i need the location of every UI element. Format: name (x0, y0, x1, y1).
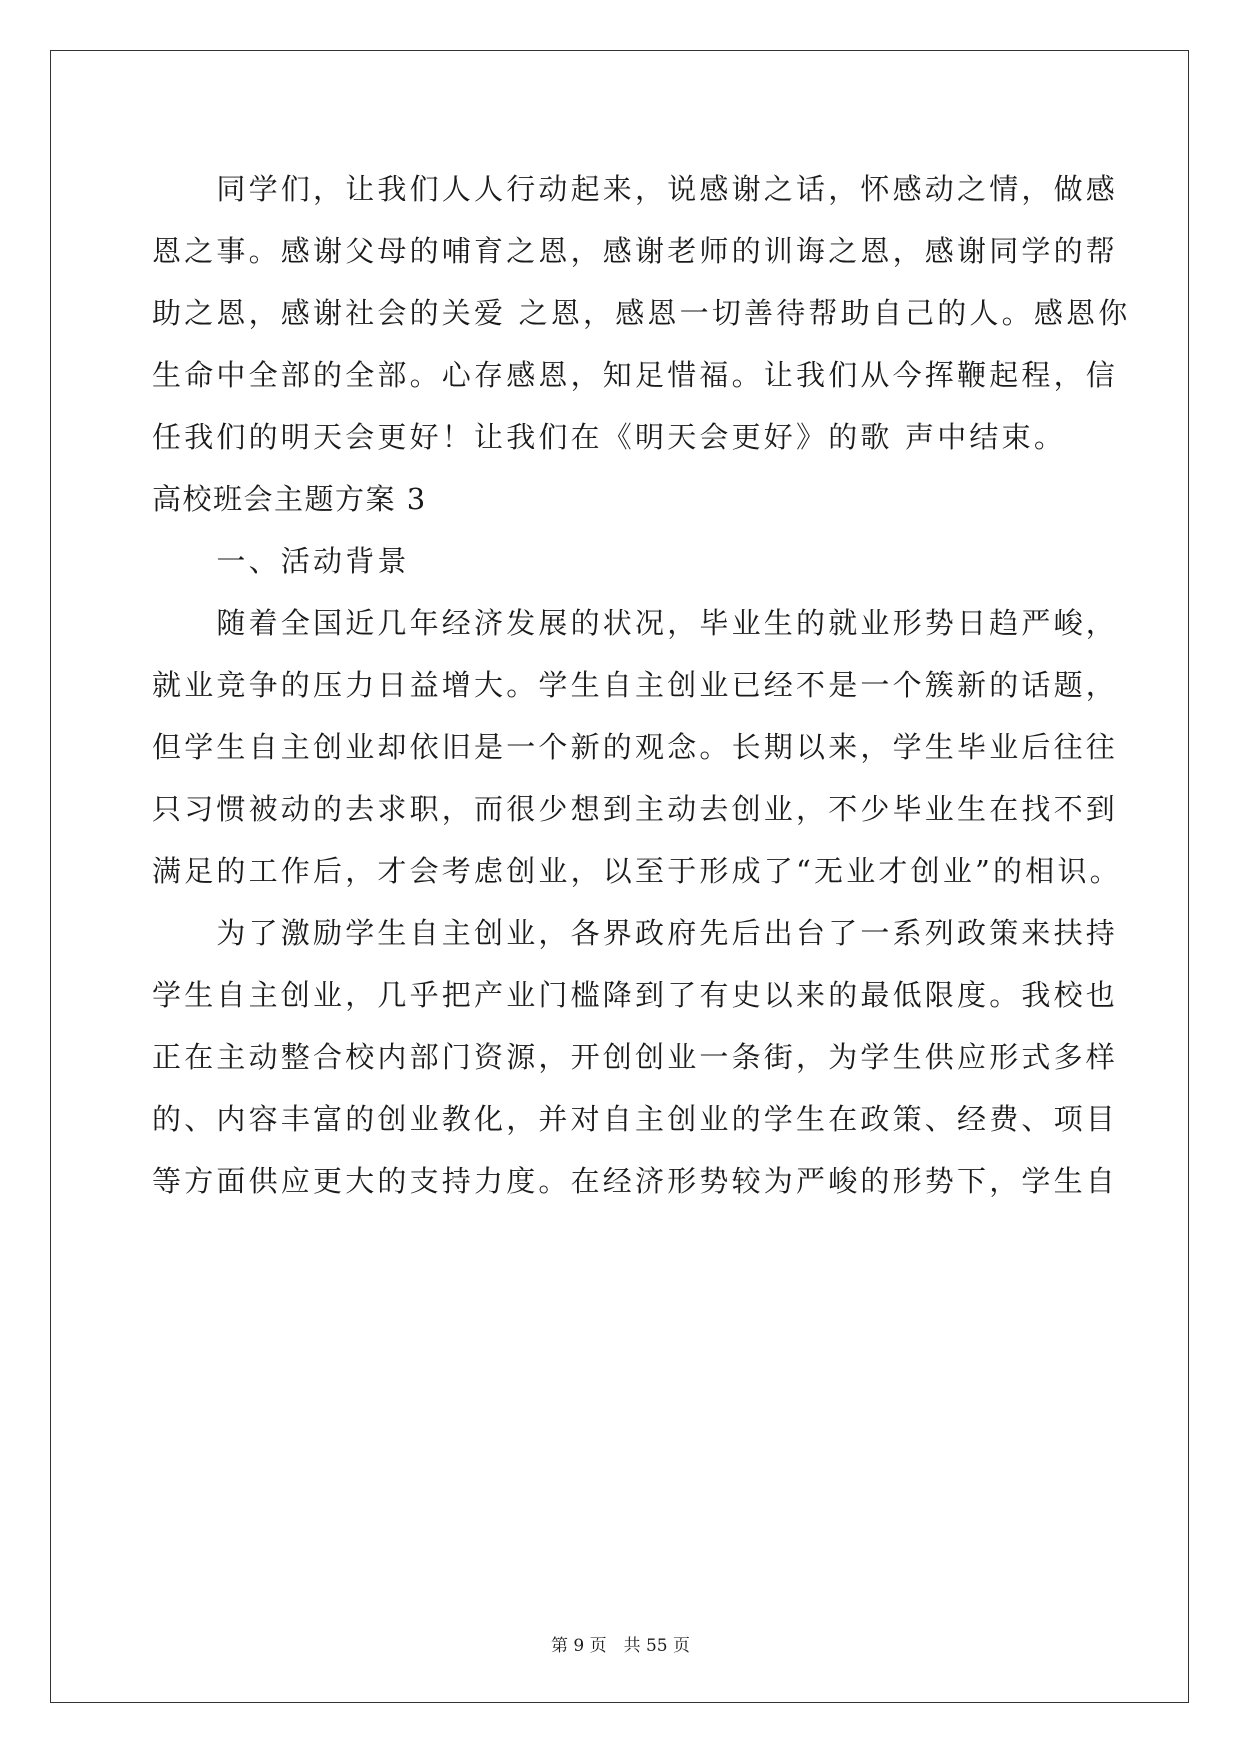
text-line: 助之恩，感谢社会的关爱 之恩，感恩一切善待帮助自己的人。感恩你 (152, 296, 1131, 330)
text-line: 正在主动整合校内部门资源，开创创业一条街，为学生供应形式多样 (152, 1040, 1119, 1074)
text-line: 只习惯被动的去求职，而很少想到主动去创业，不少毕业生在找不到 (152, 792, 1119, 826)
text-line: 生命中全部的全部。心存感恩，知足惜福。让我们从今挥鞭起程，信 (152, 358, 1119, 392)
text-line: 随着全国近几年经济发展的状况，毕业生的就业形势日趋严峻， (152, 606, 1119, 640)
text-line: 的、内容丰富的创业教化，并对自主创业的学生在政策、经费、项目 (152, 1102, 1119, 1136)
text-line: 但学生自主创业却依旧是一个新的观念。长期以来，学生毕业后往往 (152, 730, 1119, 764)
text-line: 恩之事。感谢父母的哺育之恩，感谢老师的训诲之恩，感谢同学的帮 (152, 234, 1119, 268)
page-number-footer: 第 9 页 共 55 页 (550, 1636, 691, 1656)
text-line: 为了激励学生自主创业，各界政府先后出台了一系列政策来扶持 (152, 916, 1119, 950)
text-line: 等方面供应更大的支持力度。在经济形势较为严峻的形势下，学生自 (152, 1164, 1119, 1198)
text-line: 任我们的明天会更好！让我们在《明天会更好》的歌 声中结束。 (152, 420, 1067, 454)
text-line: 学生自主创业，几乎把产业门槛降到了有史以来的最低限度。我校也 (152, 978, 1119, 1012)
document-body (152, 158, 1131, 1212)
text-line: 满足的工作后，才会考虑创业，以至于形成了“无业才创业”的相识。 (152, 854, 1122, 888)
text-line: 同学们，让我们人人行动起来，说感谢之话，怀感动之情，做感 (152, 172, 1119, 206)
section-heading: 高校班会主题方案 3 (152, 482, 427, 516)
subsection-heading: 一、活动背景 (152, 544, 410, 578)
text-line: 就业竞争的压力日益增大。学生自主创业已经不是一个簇新的话题， (152, 668, 1119, 702)
